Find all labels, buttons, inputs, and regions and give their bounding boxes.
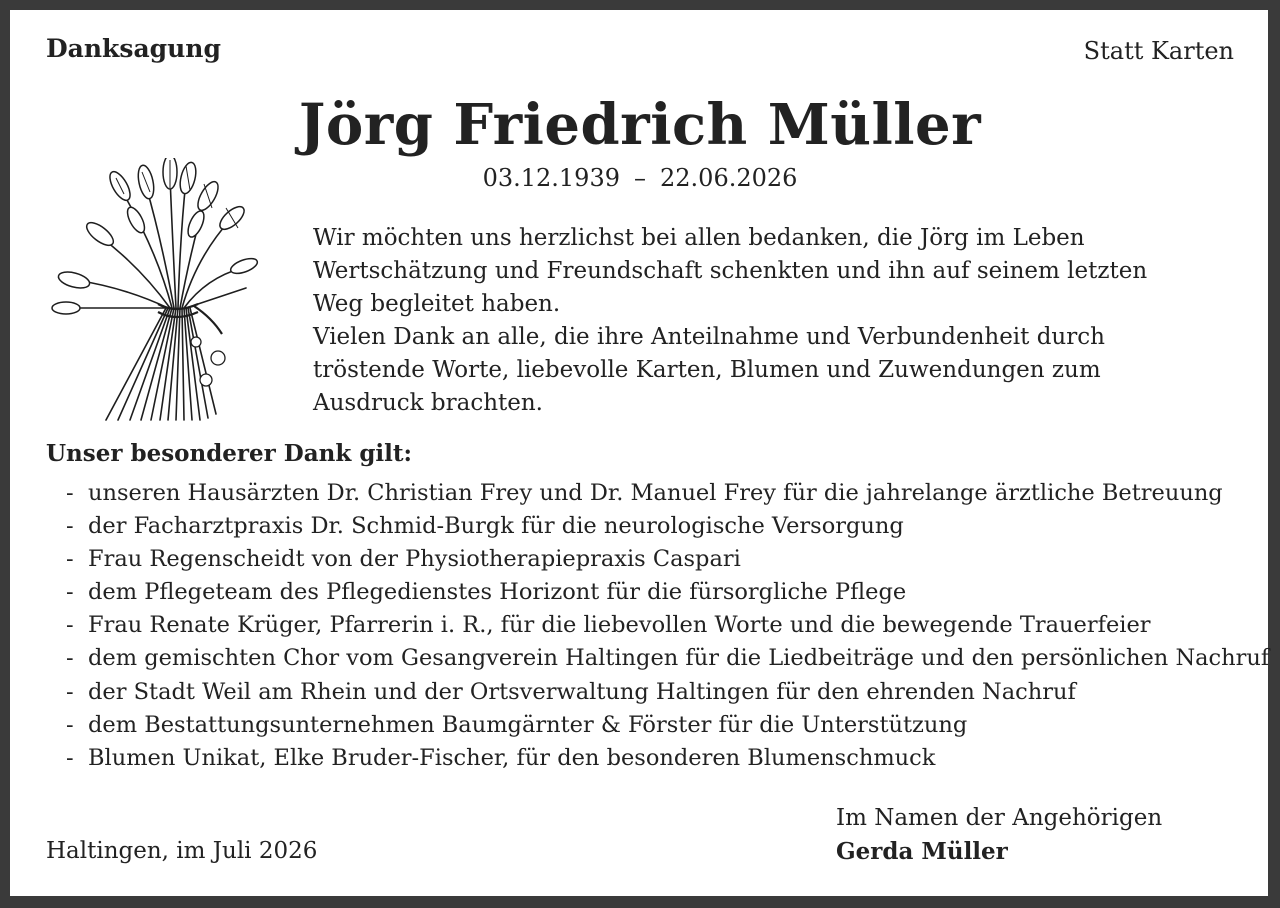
- bullet-dash: -: [66, 645, 74, 672]
- intro-paragraph: [313, 222, 1147, 420]
- list-item: [46, 709, 1269, 742]
- list-item: [46, 477, 1269, 510]
- obituary-notice: [10, 10, 1268, 896]
- bullet-dash: -: [66, 612, 74, 639]
- notice-type-label: Danksagung: [46, 34, 221, 63]
- list-item-text: dem Bestattungsunternehmen Baumgärnter & Förster für die Unterstützung: [88, 711, 968, 738]
- list-item: [46, 576, 1269, 609]
- deceased-name: Jörg Friedrich Müller: [298, 92, 982, 158]
- thanks-list: [46, 477, 1269, 775]
- bullet-dash: -: [66, 579, 74, 606]
- list-item-text: dem gemischten Chor vom Gesangverein Haltingen für die Liedbeiträge und den persönlichen Nachruf: [88, 645, 1270, 672]
- place-date: Haltingen, im Juli 2026: [46, 838, 318, 864]
- list-item: [46, 510, 1269, 543]
- list-item: [46, 642, 1269, 675]
- list-item: [46, 742, 1269, 775]
- list-item-text: Frau Regenscheidt von der Physiotherapiepraxis Caspari: [88, 546, 741, 573]
- bullet-dash: -: [66, 744, 74, 771]
- bullet-dash: -: [66, 678, 74, 705]
- signature-intro: Im Namen der Angehörigen: [836, 805, 1163, 831]
- wheat-sheaf-icon: [46, 158, 260, 422]
- bullet-dash: -: [66, 480, 74, 506]
- list-item-text: Blumen Unikat, Elke Bruder-Fischer, für den besonderen Blumenschmuck: [88, 744, 936, 771]
- birth-date: 03.12.1939: [482, 164, 620, 192]
- bullet-dash: -: [66, 513, 74, 540]
- bullet-dash: -: [66, 711, 74, 738]
- intro-line: Vielen Dank an alle, die ihre Anteilnahme und Verbundenheit durch: [313, 324, 1105, 350]
- date-separator: –: [634, 164, 646, 192]
- bullet-dash: -: [66, 546, 74, 573]
- statt-karten-label: Statt Karten: [1083, 37, 1234, 65]
- list-item: [46, 676, 1269, 709]
- list-item-text: dem Pflegeteam des Pflegedienstes Horizont für die fürsorgliche Pflege: [88, 579, 907, 606]
- list-item-text: der Facharztpraxis Dr. Schmid-Burgk für die neurologische Versorgung: [88, 513, 904, 540]
- intro-line: Wertschätzung und Freundschaft schenkten und ihn auf seinem letzten: [313, 258, 1148, 284]
- signature-name: Gerda Müller: [836, 838, 1008, 865]
- list-item: [46, 543, 1269, 576]
- death-date: 22.06.2026: [660, 164, 798, 192]
- list-item-text: Frau Renate Krüger, Pfarrerin i. R., für die liebevollen Worte und die bewegende Trauerfeier: [88, 612, 1151, 639]
- intro-line: tröstende Worte, liebevolle Karten, Blumen und Zuwendungen zum: [313, 357, 1101, 383]
- list-item: [46, 609, 1269, 642]
- intro-line: Weg begleitet haben.: [313, 291, 561, 317]
- list-item-text: der Stadt Weil am Rhein und der Ortsverwaltung Haltingen für den ehrenden Nachruf: [88, 678, 1076, 705]
- list-item-text: unseren Hausärzten Dr. Christian Frey und Dr. Manuel Frey für die jahrelange ärztliche Betreuung: [88, 480, 1223, 506]
- thanks-heading: Unser besonderer Dank gilt:: [46, 440, 412, 467]
- intro-line: Wir möchten uns herzlichst bei allen bedanken, die Jörg im Leben: [313, 225, 1085, 251]
- intro-line: Ausdruck brachten.: [313, 390, 543, 416]
